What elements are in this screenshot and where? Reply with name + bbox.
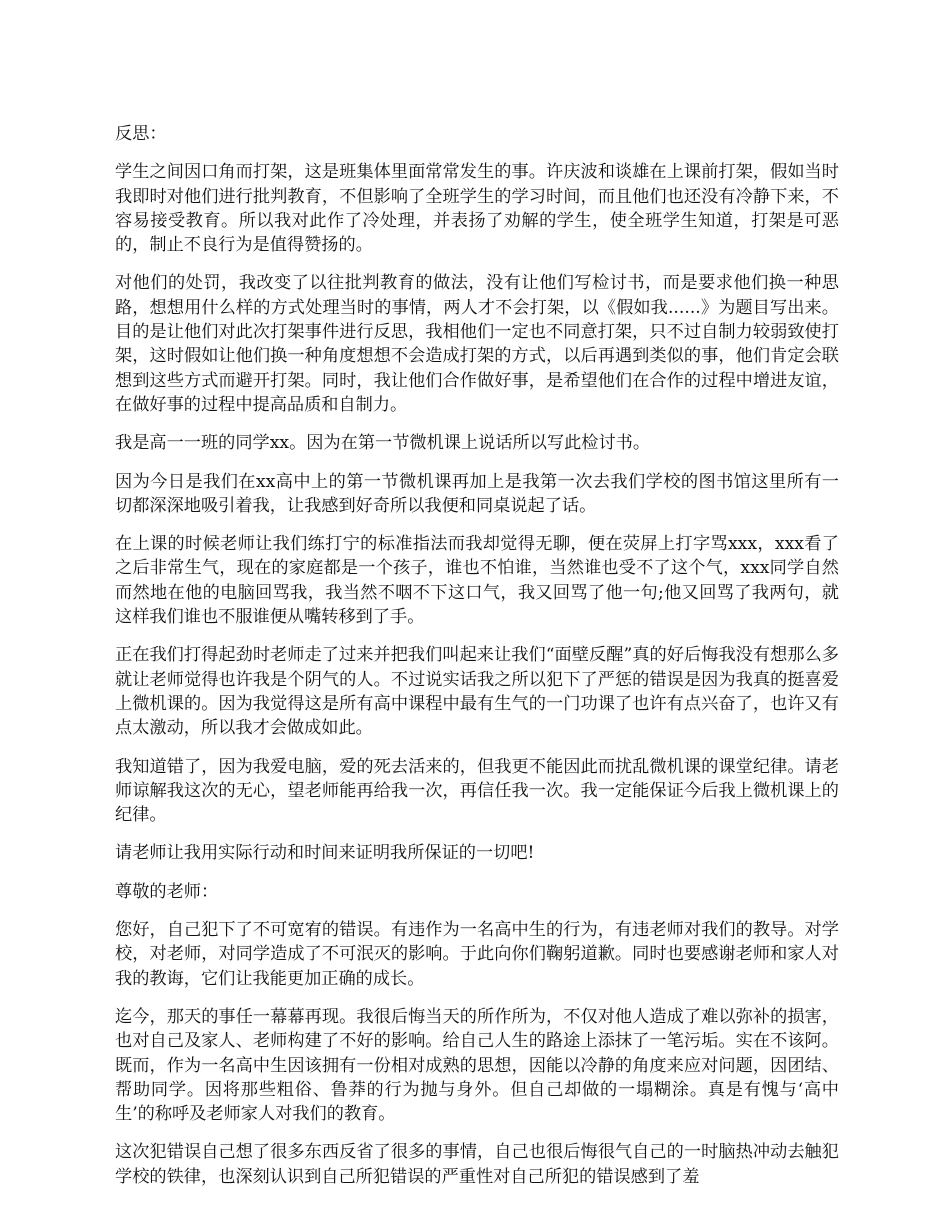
paragraph: 请老师让我用实际行动和时间来证明我所保证的一切吧!: [115, 843, 535, 864]
paragraph: 学生之间因口角而打架，这是班集体里面常常发生的事。许庆波和谈雄在上课前打架，假如当时我即时对他们进行批判教育，不但影响了全班学生的学习时间，而且他们也还没有冷静下来，不容易接受教育。所以我对此作了冷处理，并表扬了劝解的学生，使全班学生知道，打架是可恶的，制止不良行为是值得赞扬的。: [115, 162, 839, 256]
paragraph: 因为今日是我们在xx高中上的第一节微机课再加上是我第一次去我们学校的图书馆这里所有一切都深深地吸引着我，让我感到好奇所以我便和同桌说起了话。: [115, 471, 839, 516]
document-body: [115, 122, 839, 1203]
heading-reflection: 反思：: [115, 124, 167, 144]
paragraph: 对他们的处罚，我改变了以往批判教育的做法，没有让他们写检讨书，而是要求他们换一种思路，想想用什么样的方式处理当时的事情，两人才不会打架，以《假如我......》为题目写出来。目的是让他们对此次打架事件进行反思，我相他们一定也不同意打架，只不过自制力较弱致使打架，这时假如让他们换一种角度想想不会造成打架的方式，以后再遇到类似的事，他们肯定会联想到这些方式而避开打架。同时，我让他们合作做好事，是希望他们在合作的过程中增进友谊，在做好事的过程中提高品质和自制力。: [115, 273, 839, 415]
paragraph: 您好，自己犯下了不可宽宥的错误。有违作为一名高中生的行为，有违老师对我们的教导。对学校，对老师，对同学造成了不可泯灭的影响。于此向你们鞠躬道歉。同时也要感谢老师和家人对我的教诲，它们让我能更加正确的成长。: [115, 920, 839, 989]
salutation: 尊敬的老师：: [115, 881, 219, 902]
paragraph: 在上课的时候老师让我们练打宁的标准指法而我却觉得无聊，便在荧屏上打字骂xxx，xxx看了之后非常生气，现在的家庭都是一个孩子，谁也不怕谁，当然谁也受不了这个气，xxx同学自然而然地在他的电脑回骂我，我当然不咽不下这口气，我又回骂了他一句;他又回骂了我两句，就这样我们谁也不服谁便从嘴转移到了手。: [115, 534, 839, 628]
paragraph: 我知道错了，因为我爱电脑，爱的死去活来的，但我更不能因此而扰乱微机课的课堂纪律。请老师谅解我这次的无心，望老师能再给我一次，再信任我一次。我一定能保证今后我上微机课上的纪律。: [115, 756, 839, 826]
paragraph: 我是高一一班的同学xx。因为在第一节微机课上说话所以写此检讨书。: [115, 433, 651, 454]
paragraph: 迄今，那天的事任一幕幕再现。我很后悔当天的所作所为，不仅对他人造成了难以弥补的损害，也对自己及家人、老师构建了不好的影响。给自己人生的路途上添抹了一笔污垢。实在不该阿。既而，作为一名高中生因该拥有一份相对成熟的思想，因能以冷静的角度来应对问题，因团结、帮助同学。因将那些粗俗、鲁莽的行为抛与身外。但自己却做的一塌糊涂。真是有愧与‘高中生’的称呼及老师家人对我们的教育。: [115, 1006, 839, 1125]
paragraph: 正在我们打得起劲时老师走了过来并把我们叫起来让我们“面壁反醒”真的好后悔我没有想那么多就让老师觉得也许我是个阴气的人。不过说实话我之所以犯下了严惩的错误是因为我真的挺喜爱上微机课的。因为我觉得这是所有高中课程中最有生气的一门功课了也许有点兴奋了，也许又有点太激动，所以我才会做成如此。: [115, 645, 839, 739]
paragraph: 这次犯错误自己想了很多东西反省了很多的事情，自己也很后悔很气自己的一时脑热冲动去触犯学校的铁律，也深刻认识到自己所犯错误的严重性对自己所犯的错误感到了羞: [115, 1142, 839, 1187]
